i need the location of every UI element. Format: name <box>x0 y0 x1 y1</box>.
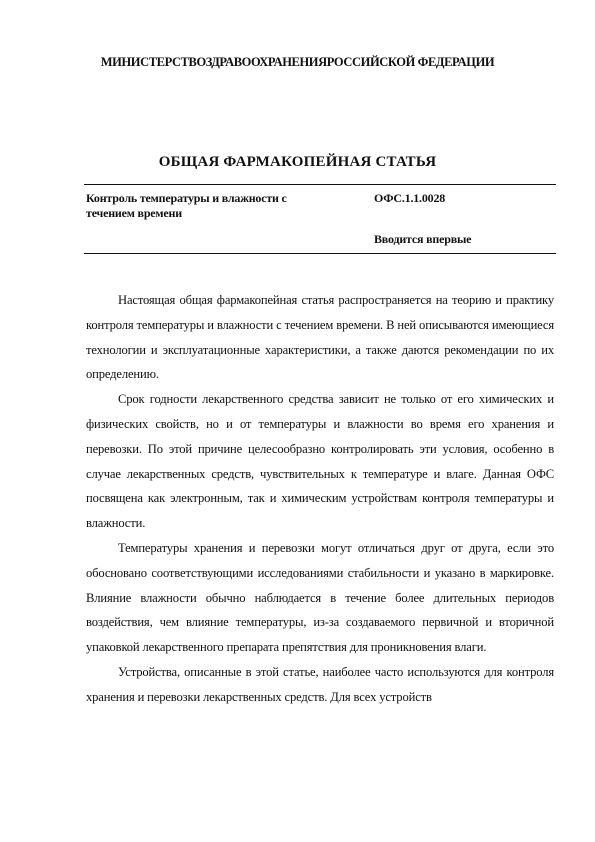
body-paragraph-3: Температуры хранения и перевозки могут отличаться друг от друга, если это обосновано соответствующими исследованиями стабильности и указано в маркировке. Влияние влажности обычно наблюдается в течение более длительных периодов воздействия, чем влияние температуры, из-за создаваемого первичной и вторичной упаковкой лекарственного препарата препятствия для проникновения влаги. <box>86 540 554 655</box>
article-status: Вводится впервые <box>374 232 472 246</box>
body-paragraph-1: Настоящая общая фармакопейная статья распространяется на теорию и практику контроля температуры и влажности с течением времени. В ней описываются имеющиеся технологии и эксплуатационные характеристики, а также даются рекомендации по их определению. <box>86 293 554 382</box>
article-code: ОФС.1.1.0028 <box>374 191 446 205</box>
article-title-line-2: течением времени <box>86 206 182 220</box>
article-type-title: ОБЩАЯ ФАРМАКОПЕЙНАЯ СТАТЬЯ <box>158 154 437 170</box>
ministry-header: МИНИСТЕРСТВОЗДРАВООХРАНЕНИЯРОССИЙСКОЙ ФЕДЕРАЦИИ <box>100 55 495 69</box>
article-title-block <box>86 191 346 221</box>
article-title-line-1: Контроль температуры и влажности с <box>86 191 287 205</box>
header-bottom-divider <box>84 253 556 254</box>
body-paragraph-2: Срок годности лекарственного средства зависит не только от его химических и физических свойств, но и от температуры и влажности во время его хранения и перевозки. По этой причине целесообразно контролировать эти условия, особенно в случае лекарственных средств, чувствительных к температуре и влаге. Данная ОФС посвящена как электронным, так и химическим устройствам контроля температуры и влажности. <box>86 392 554 531</box>
article-body <box>86 288 554 710</box>
body-paragraph-4: Устройства, описанные в этой статье, наиболее часто используются для контроля хранения и перевозки лекарственных средств. Для всех устройств <box>86 664 554 704</box>
header-top-divider <box>84 184 556 185</box>
